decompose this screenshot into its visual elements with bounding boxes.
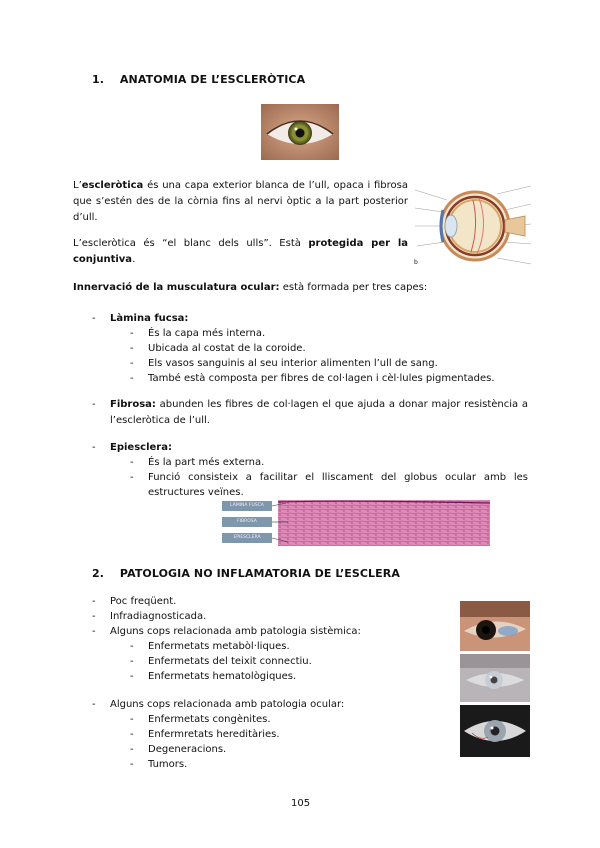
sclera-definition-paragraph: L’escleròtica és una capa exterior blanca de l’ull, opaca i fibrosa que s’estén des de la còrnia fins al nervi òptic a la part posterior d’ull.	[73, 180, 408, 223]
section-1-number: 1.	[92, 73, 105, 86]
pathology-photo-2	[460, 654, 530, 702]
histology-label-fibrosa: FIBROSA	[222, 517, 272, 527]
list-item: - Degeneracions.	[130, 744, 227, 755]
epiesclera-block	[92, 440, 528, 500]
fibrosa-block: - Fibrosa: abunden les fibres de col·lagen el que ajuda a donar major resistència a l’escleròtica de l’ull.	[92, 399, 528, 426]
page-number: 105	[291, 798, 311, 809]
section-2-heading	[92, 567, 400, 580]
white-of-eye-paragraph: L’escleròtica és “el blanc dels ulls”. Està protegida per la conjuntiva.	[73, 238, 408, 265]
fibrosa-title: Fibrosa:	[110, 399, 156, 410]
sclera-term: escleròtica	[81, 180, 144, 191]
list-item: - Ubicada al costat de la coroide.	[130, 343, 306, 354]
list-item: - És la part més externa.	[130, 457, 265, 468]
list-item: - Els vasos sanguinis al seu interior alimenten l’ull de sang.	[130, 358, 438, 369]
histology-label-epiesclera: EPIESCLERA	[222, 533, 272, 543]
lamina-fucsa-block	[92, 311, 512, 386]
list-item: - És la capa més interna.	[130, 328, 266, 339]
ocular-pathology-list	[92, 697, 452, 772]
section-2-number: 2.	[92, 567, 105, 580]
pathology-photo-3	[460, 705, 530, 757]
list-item: - També està composta per fibres de col·lagen i cèl·lules pigmentades.	[130, 373, 495, 384]
list-item: - Poc freqüent.	[92, 596, 177, 607]
list-item: - Tumors.	[130, 759, 188, 770]
innervation-paragraph: Innervació de la musculatura ocular: està formada per tres capes:	[73, 282, 428, 293]
pathology-list	[92, 594, 452, 684]
list-item: - Enfermetats del teixit connectiu.	[130, 656, 312, 667]
eye-photo	[261, 104, 339, 160]
list-item: - Epiesclera:	[92, 442, 172, 453]
list-item: - Làmina fucsa:	[92, 313, 189, 324]
lamina-fucsa-title: Làmina fucsa:	[110, 313, 189, 324]
histology-image	[222, 500, 490, 546]
list-item: - Enfermretats hereditàries.	[130, 729, 280, 740]
list-item: - Funció consisteix a facilitar el lliscament del globus ocular amb les estructures veïnes.	[130, 472, 528, 498]
diagram-mark: b	[414, 259, 418, 266]
innervation-term: Innervació de la musculatura ocular:	[73, 282, 280, 293]
list-item: - Infradiagnosticada.	[92, 611, 207, 622]
section-2-title: PATOLOGIA NO INFLAMATORIA DE L’ESCLERA	[119, 567, 400, 580]
list-item: - Enfermetats hematològiques.	[130, 671, 297, 682]
list-item: - Enfermetats congènites.	[130, 714, 271, 725]
list-item: - Enfermetats metabòl·liques.	[130, 641, 290, 652]
eye-anatomy-diagram	[413, 180, 533, 272]
epiesclera-title: Epiesclera:	[110, 442, 172, 453]
section-1-heading	[92, 73, 305, 86]
section-1-title: ANATOMIA DE L’ESCLERÒTICA	[119, 73, 306, 86]
list-item: - Alguns cops relacionada amb patologia ocular:	[92, 699, 345, 710]
histology-label-lamina: LÀMINA FUSCA	[222, 501, 272, 511]
list-item: - Alguns cops relacionada amb patologia sistèmica:	[92, 626, 361, 637]
conjunctiva-term: protegida per la conjuntiva	[73, 238, 408, 265]
pathology-photo-1	[460, 601, 530, 651]
